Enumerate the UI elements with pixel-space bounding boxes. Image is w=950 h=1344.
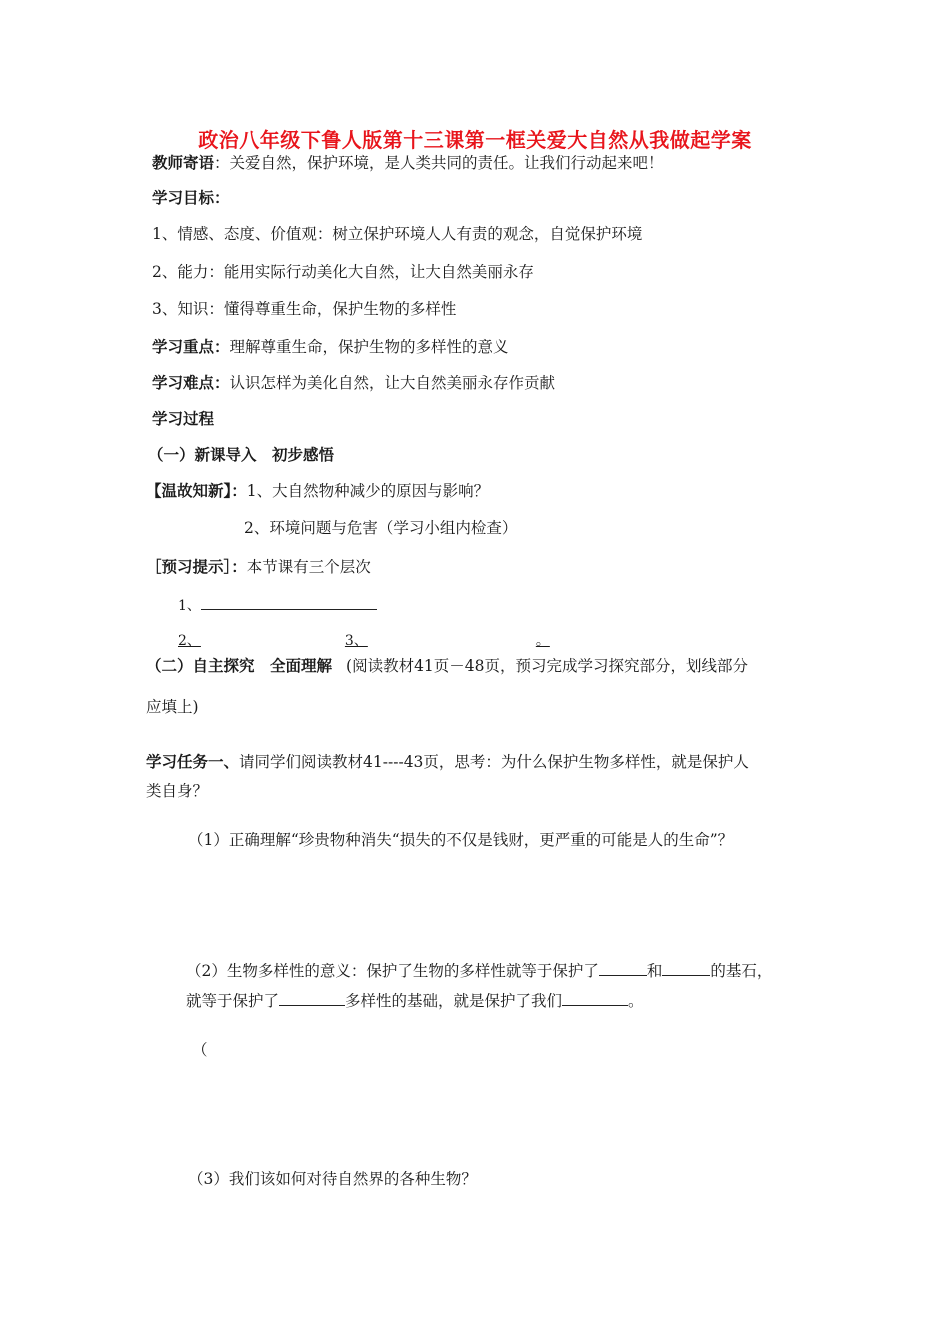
review-label: 【温故知新】： xyxy=(146,481,247,500)
document-title: 政治八年级下鲁人版第十三课第一框关爱大自然从我做起学案 xyxy=(198,128,752,152)
question-2-text-b: 就等于保护了 xyxy=(186,992,280,1010)
section1-heading: （一）新课导入 初步感悟 xyxy=(148,445,335,464)
key-point xyxy=(152,336,509,358)
question-1: （1）正确理解“珍贵物种消失“损失的不仅是钱财，更严重的可能是人的生命”？ xyxy=(188,831,734,849)
fill-blank[interactable] xyxy=(662,959,710,976)
question-2-line-1 xyxy=(186,959,772,982)
teacher-message-label: 教师寄语 xyxy=(152,153,215,172)
goal-item-1: 1、情感、态度、价值观：树立保护环境人人有责的观念，自觉保护环境 xyxy=(152,225,643,243)
section2-heading: （二）自主探究 全面理解 xyxy=(146,656,333,675)
question-2-conjunction: 和 xyxy=(646,962,663,980)
teacher-message xyxy=(152,152,664,174)
fill-blank[interactable] xyxy=(599,959,647,976)
fill-blank[interactable] xyxy=(201,593,377,610)
review-line-1 xyxy=(146,480,489,502)
section2-note-continued: 应填上) xyxy=(146,698,199,716)
task1-text: 请同学们阅读教材41----43页，思考：为什么保护生物多样性，就是保护人 xyxy=(239,753,749,771)
stray-parenthesis: （ xyxy=(192,1041,208,1059)
question-2-text: （2）生物多样性的意义：保护了生物的多样性就等于保护了 xyxy=(186,962,599,980)
difficult-point xyxy=(152,372,555,394)
preview-item-2-number: 2、 xyxy=(178,633,201,649)
question-2-text-c: 多样性的基础，就是保护了我们 xyxy=(345,992,563,1010)
preview-label: ［预习提示］： xyxy=(146,557,247,576)
goal-item-2: 2、能力：能用实际行动美化大自然，让大自然美丽永存 xyxy=(152,263,534,281)
section2-line xyxy=(146,655,748,677)
question-2-suffix: 的基石， xyxy=(710,962,773,980)
question-2-line-2 xyxy=(186,989,644,1012)
fill-blank[interactable] xyxy=(279,989,345,1006)
review-question-1: 1、大自然物种减少的原因与影响？ xyxy=(246,482,490,500)
preview-end-mark: 。 xyxy=(535,633,550,649)
preview-item-1 xyxy=(178,593,377,617)
preview-text: 本节课有三个层次 xyxy=(246,558,371,576)
preview-items-2-3 xyxy=(178,630,560,652)
key-point-text: 理解尊重生命，保护生物的多样性的意义 xyxy=(229,338,509,356)
preview-item-3-number: 3、 xyxy=(344,633,368,649)
fill-blank[interactable] xyxy=(562,989,628,1006)
goal-item-3: 3、知识：懂得尊重生命，保护生物的多样性 xyxy=(152,300,457,318)
goals-heading: 学习目标： xyxy=(152,188,230,207)
key-point-label: 学习重点： xyxy=(152,337,230,356)
teacher-message-text: ：关爱自然，保护环境，是人类共同的责任。让我们行动起来吧！ xyxy=(214,154,664,172)
preview-hint xyxy=(146,556,371,578)
review-question-2: 2、环境问题与危害（学习小组内检查） xyxy=(244,519,518,537)
preview-item-1-number: 1、 xyxy=(178,598,201,614)
difficult-point-label: 学习难点： xyxy=(152,373,230,392)
question-3: （3）我们该如何对待自然界的各种生物？ xyxy=(188,1170,477,1188)
section2-note: (阅读教材41页－48页，预习完成学习探究部分，划线部分 xyxy=(346,657,749,675)
question-2-end-mark: 。 xyxy=(628,992,644,1010)
process-heading: 学习过程 xyxy=(152,409,215,428)
task1-line-1 xyxy=(146,751,749,773)
difficult-point-text: 认识怎样为美化自然，让大自然美丽永存作贡献 xyxy=(229,374,556,392)
task1-text-continued: 类自身？ xyxy=(146,782,209,800)
task1-label: 学习任务一、 xyxy=(146,752,240,771)
